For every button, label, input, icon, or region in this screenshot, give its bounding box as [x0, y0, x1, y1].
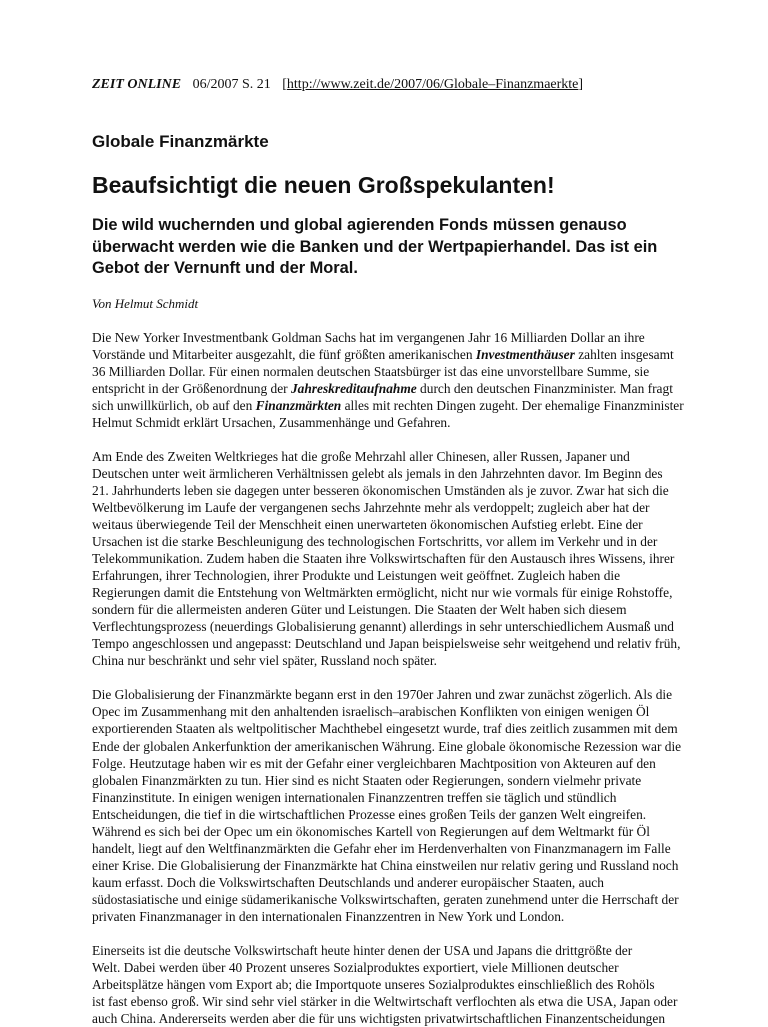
- text-run: sich unwillkürlich, ob auf den: [92, 397, 256, 413]
- lead-line: überwacht werden wie die Banken und der Wertpapierhandel. Das ist ein: [92, 237, 658, 256]
- text-line: Regierungen damit die Entstehung von Weltmärkten ermöglicht, nicht nur wie vormals für einige Rohstoffe,: [92, 585, 673, 601]
- text-line: einer Krise. Die Globalisierung der Finanzmärkte hat China einstweilen nur relativ gering und Russland noch: [92, 857, 679, 873]
- article-page: [92, 76, 732, 1027]
- section-title: Globale Finanzmärkte: [92, 132, 269, 151]
- text-line: südostasiatische und einige südamerikanische Volkswirtschaften, geraten zunehmend unter die Herrschaft der: [92, 891, 679, 907]
- source-url-wrapper: [http://www.zeit.de/2007/06/Globale–Finanzmaerkte]: [282, 77, 584, 92]
- text-line: Deutschen unter weit ärmlicheren Verhältnissen gelebt als jemals in den Jahrzehnten davor. Im Beginn des: [92, 465, 663, 481]
- text-line: Folge. Heutzutage haben wir es mit der Gefahr einer vergleichbaren Machtposition von Akteuren auf den: [92, 755, 656, 771]
- text-line: Tempo angeschlossen und angepasst: Deutschland und Japan beispielsweise sehr weitgehend und relativ früh,: [92, 636, 681, 652]
- source-url-link[interactable]: http://www.zeit.de/2007/06/Globale–Finanzmaerkte: [286, 77, 579, 92]
- text-line: ist fast ebenso groß. Wir sind sehr viel stärker in die Weltwirtschaft verflochten als etwa die USA, Japan oder: [92, 994, 678, 1010]
- text-run: entspricht in der Größenordnung der: [92, 380, 291, 396]
- text-line: Arbeitsplätze hängen vom Export ab; die Importquote unseres Sozialproduktes einschließlich des Rohöls: [92, 977, 655, 993]
- text-line: Finanzinstitute. In einigen wenigen internationalen Finanzzentren treffen sie täglich und stündlich: [92, 789, 617, 805]
- text-run: zahlten insgesamt: [574, 346, 674, 362]
- text-line: 21. Jahrhunderts leben sie dagegen unter besseren ökonomischen Umständen als je zuvor. Zwar hat sich die: [92, 482, 669, 498]
- text-line: China nur beschränkt und sehr viel später, Russland noch später.: [92, 653, 437, 669]
- text-line: 36 Milliarden Dollar. Für einen normalen deutschen Staatsbürger ist das eine unvorstellbare Summe, sie: [92, 363, 650, 379]
- author-byline: Von Helmut Schmidt: [92, 295, 199, 311]
- text-line: Weltbevölkerung im Laufe der vergangenen sechs Jahrzehnte mehr als verdoppelt; zugleich aber hat der: [92, 499, 650, 515]
- text-line: kaum erfasst. Doch die Volkswirtschaften Deutschlands und anderer europäischer Staaten, auch: [92, 874, 604, 890]
- source-line: [92, 76, 732, 94]
- keyword-link[interactable]: Finanzmärkten: [255, 397, 342, 413]
- text-line: handelt, liegt auf den Weltfinanzmärkten die Gefahr eher im Herdenverhalten von Finanzmanagern im Falle: [92, 840, 671, 856]
- text-line: Welt. Dabei werden über 40 Prozent unseres Sozialproduktes exportiert, viele Millionen deutscher: [92, 960, 619, 976]
- paragraph-4: [92, 942, 732, 1027]
- text-line: sondern für die allermeisten anderen Güter und Leistungen. Die Staaten der Welt haben sich diesem: [92, 602, 627, 618]
- text-line: auch China. Andererseits werden aber die für uns wichtigsten privatwirtschaftlichen Finanzentscheidungen: [92, 1011, 666, 1027]
- text-line: Ende der globalen Ankerfunktion der amerikanischen Währung. Eine globale ökonomische Rezession war die: [92, 738, 682, 754]
- article-lead: [92, 215, 732, 280]
- lead-line: Die wild wuchernden und global agierenden Fonds müssen genauso: [92, 216, 627, 234]
- text-line: weitaus überwiegende Teil der Menschheit einen unerwarteten ökonomischen Aufstieg erlebt. Eine der: [92, 516, 643, 532]
- text-line: Telekommunikation. Zudem haben die Staaten ihre Volkswirtschaften für den Austausch ihres Wissens, ihrer: [92, 551, 675, 567]
- text-line: Einerseits ist die deutsche Volkswirtschaft heute hinter denen der USA und Japans die drittgrößte der: [92, 943, 633, 959]
- text-line: [92, 397, 732, 414]
- article-headline: Beaufsichtigt die neuen Großspekulanten!: [92, 172, 555, 198]
- text-run: alles mit rechten Dingen zugeht. Der ehemalige Finanzminister: [341, 397, 684, 413]
- keyword-link[interactable]: Investmenthäuser: [475, 346, 575, 362]
- text-line: Entscheidungen, die tief in die wirtschaftlichen Prozesse eines großen Teils der ganzen Welt eingreifen.: [92, 806, 647, 822]
- text-line: globalen Finanzmärkten zu tun. Hier sind es nicht Staaten oder Regierungen, sondern vielmehr private: [92, 772, 642, 788]
- paragraph-3: [92, 686, 732, 925]
- text-line: privaten Finanzmanager in den internationalen Finanzzentren in New York und London.: [92, 909, 565, 924]
- text-line: Erfahrungen, ihrer Technologien, ihrer Produkte und Leistungen weit geöffnet. Zugleich haben die: [92, 568, 621, 584]
- issue-reference: 06/2007 S. 21: [192, 77, 271, 92]
- paragraph-intro: [92, 329, 732, 431]
- text-line: [92, 346, 732, 363]
- publication-name: ZEIT ONLINE: [92, 77, 182, 92]
- text-line: Helmut Schmidt erklärt Ursachen, Zusammenhänge und Gefahren.: [92, 414, 451, 430]
- text-line: Ursachen ist die starke Beschleunigung des technologischen Fortschritts, vor allem im Verkehr und in der: [92, 534, 658, 550]
- text-line: Verflechtungsprozess (neuerdings Globalisierung genannt) allerdings in sehr unterschiedlichem Ausmaß und: [92, 619, 674, 635]
- text-line: Am Ende des Zweiten Weltkrieges hat die große Mehrzahl aller Chinesen, aller Russen, Japaner und: [92, 448, 630, 464]
- keyword-link[interactable]: Jahreskreditaufnahme: [290, 380, 417, 396]
- text-line: Opec im Zusammenhang mit den anhaltenden israelisch–arabischen Konflikten von einigen wenigen Öl: [92, 704, 650, 720]
- paragraph-2: [92, 448, 732, 670]
- text-line: Die Globalisierung der Finanzmärkte begann erst in den 1970er Jahren und zwar zunächst zögerlich. Als die: [92, 687, 673, 703]
- text-line: [92, 380, 732, 397]
- text-line: exportierenden Staaten als weltpolitischer Machthebel eingesetzt wurde, traf dies zeitlich zusammen mit dem: [92, 721, 678, 737]
- lead-line: Gebot der Vernunft und der Moral.: [92, 259, 358, 277]
- text-run: Vorstände und Mitarbeiter ausgezahlt, die fünf größten amerikanischen: [92, 346, 476, 362]
- text-line: Die New Yorker Investmentbank Goldman Sachs hat im vergangenen Jahr 16 Milliarden Dollar an ihre: [92, 329, 645, 345]
- text-line: Während es sich bei der Opec um ein ökonomisches Kartell von Regierungen auf dem Weltmarkt für Öl: [92, 823, 650, 839]
- text-run: durch den deutschen Finanzminister. Man fragt: [416, 380, 673, 396]
